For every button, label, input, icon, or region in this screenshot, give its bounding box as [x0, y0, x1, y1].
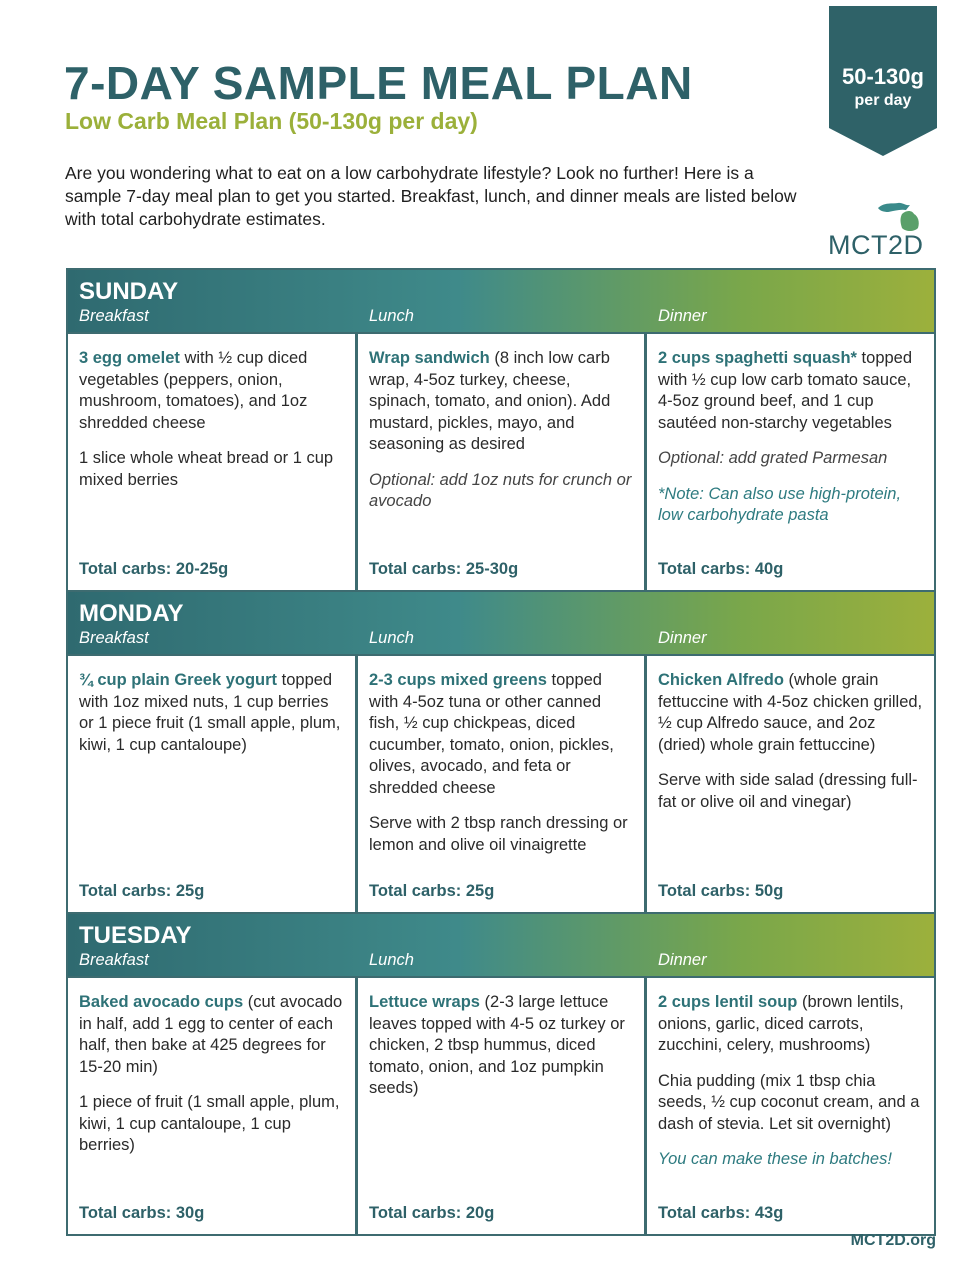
- meal-extra: 1 piece of fruit (1 small apple, plum, kiwi, 1 cup cantaloupe, 1 cup berries): [79, 1093, 340, 1154]
- meal-label-dinner: Dinner: [658, 951, 707, 969]
- meal-description: [369, 992, 634, 1100]
- day-row-sunday: [68, 334, 934, 592]
- meal-details: topped with 4-5oz tuna or other canned fish, ½ cup chickpeas, diced cucumber, tomato, onion, pickles, olives, avocado, and feta or shredded cheese: [369, 671, 614, 797]
- meal-name: 2 cups lentil soup: [658, 993, 798, 1011]
- meal-note: *Note: Can also use high-protein, low carbohydrate pasta: [658, 484, 902, 524]
- badge-unit: per day: [854, 92, 912, 109]
- meal-label-lunch: Lunch: [369, 951, 414, 969]
- page-subtitle: Low Carb Meal Plan (50-130g per day): [65, 108, 478, 134]
- footer-website[interactable]: MCT2D.org: [850, 1232, 936, 1249]
- meal-label-breakfast: Breakfast: [79, 307, 149, 325]
- meal-description: [79, 348, 345, 434]
- meal-details: (2-3 large lettuce leaves topped with 4-5 oz turkey or chicken, 2 tbsp hummus, diced tomato, onion, and 1oz pumpkin seeds): [369, 993, 625, 1097]
- meal-name: 2 cups spaghetti squash*: [658, 349, 857, 367]
- meal-extra: 1 slice whole wheat bread or 1 cup mixed berries: [79, 449, 334, 489]
- meal-name: Chicken Alfredo: [658, 671, 784, 689]
- meal-description: [79, 992, 345, 1078]
- meal-details: topped with ½ cup low carb tomato sauce, 4-5oz ground beef, and 1 cup sautéed non-starchy vegetables: [658, 349, 913, 432]
- meal-name: Wrap sandwich: [369, 349, 490, 367]
- day-row-monday: [68, 656, 934, 914]
- meal-extra: Serve with 2 tbsp ranch dressing or lemon and olive oil vinaigrette: [369, 814, 628, 854]
- meal-details: topped with 1oz mixed nuts, 1 cup berries or 1 piece fruit (1 small apple, plum, kiwi, 1 cup cantaloupe): [79, 671, 341, 754]
- day-name: SUNDAY: [79, 278, 179, 305]
- meal-name: Lettuce wraps: [369, 993, 480, 1011]
- meal-cell-dinner: [647, 334, 934, 590]
- meal-description: [658, 992, 924, 1057]
- meal-details: (whole grain fettuccine with 4-5oz chicken grilled, ½ cup Alfredo sauce, and 2oz (dried) whole grain fettuccine): [658, 671, 923, 754]
- meal-description: [369, 348, 634, 456]
- page-title: 7-DAY SAMPLE MEAL PLAN: [64, 57, 693, 109]
- intro-paragraph: Are you wondering what to eat on a low carbohydrate lifestyle? Look no further! Here is a sample 7-day meal plan to get you started. Breakfast, lunch, and dinner meals are listed below with total carbohydrate estimates.: [65, 163, 797, 229]
- meal-name: 2-3 cups mixed greens: [369, 671, 547, 689]
- logo-text: MCT2D: [828, 230, 924, 260]
- total-carbs: Total carbs: 25g: [369, 881, 495, 900]
- meal-description: [658, 348, 924, 434]
- total-carbs: Total carbs: 25-30g: [369, 559, 519, 578]
- total-carbs: Total carbs: 40g: [658, 559, 784, 578]
- total-carbs: Total carbs: 30g: [79, 1203, 205, 1222]
- meal-cell-breakfast: [68, 978, 358, 1234]
- meal-cell-dinner: [647, 978, 934, 1234]
- meal-extra: Chia pudding (mix 1 tbsp chia seeds, ½ cup coconut cream, and a dash of stevia. Let sit overnight): [658, 1071, 920, 1133]
- meal-cell-lunch: [358, 334, 647, 590]
- meal-cell-breakfast: [68, 334, 358, 590]
- total-carbs: Total carbs: 25g: [79, 881, 205, 900]
- meal-cell-dinner: [647, 656, 934, 912]
- meal-optional: Optional: add grated Parmesan: [658, 449, 888, 467]
- meal-label-breakfast: Breakfast: [79, 629, 149, 647]
- total-carbs: Total carbs: 20g: [369, 1203, 495, 1222]
- meal-label-dinner: Dinner: [658, 629, 707, 647]
- meal-details: (8 inch low carb wrap, 4-5oz turkey, cheese, spinach, tomato, and onion). Add mustard, pickles, mayo, and seasoning as desired: [369, 349, 611, 453]
- day-row-tuesday: [68, 978, 934, 1234]
- total-carbs: Total carbs: 43g: [658, 1203, 784, 1222]
- badge-amount: 50-130g: [842, 64, 924, 89]
- day-header-sunday: [68, 270, 934, 334]
- meal-description: [369, 670, 634, 799]
- meal-note: You can make these in batches!: [658, 1150, 892, 1168]
- meal-label-lunch: Lunch: [369, 629, 414, 647]
- meal-cell-lunch: [358, 656, 647, 912]
- meal-extra: Serve with side salad (dressing full-fat or olive oil and vinegar): [658, 771, 918, 811]
- day-name: TUESDAY: [79, 922, 192, 949]
- meal-cell-breakfast: [68, 656, 358, 912]
- day-name: MONDAY: [79, 600, 184, 627]
- meal-details: (cut avocado in half, add 1 egg to center of each half, then bake at 425 degrees for 15-20 min): [79, 993, 343, 1076]
- michigan-icon: [868, 198, 930, 232]
- meal-name: ¾ cup plain Greek yogurt: [79, 671, 278, 689]
- meal-description: [79, 670, 345, 756]
- meal-details: with ½ cup diced vegetables (peppers, onion, mushroom, tomatoes), and 1oz shredded cheese: [79, 349, 308, 432]
- meal-cell-lunch: [358, 978, 647, 1234]
- meal-plan-table: [66, 268, 936, 1236]
- meal-details: (brown lentils, onions, garlic, diced carrots, zucchini, celery, mushrooms): [658, 993, 904, 1054]
- meal-name: Baked avocado cups: [79, 993, 244, 1011]
- meal-description: [658, 670, 924, 756]
- carb-range-badge: [829, 6, 937, 156]
- meal-optional: Optional: add 1oz nuts for crunch or avocado: [369, 470, 632, 510]
- day-header-tuesday: [68, 914, 934, 978]
- meal-name: 3 egg omelet: [79, 349, 180, 367]
- total-carbs: Total carbs: 20-25g: [79, 559, 229, 578]
- meal-label-dinner: Dinner: [658, 307, 707, 325]
- meal-label-breakfast: Breakfast: [79, 951, 149, 969]
- meal-label-lunch: Lunch: [369, 307, 414, 325]
- day-header-monday: [68, 592, 934, 656]
- mct2d-logo: [828, 198, 940, 262]
- total-carbs: Total carbs: 50g: [658, 881, 784, 900]
